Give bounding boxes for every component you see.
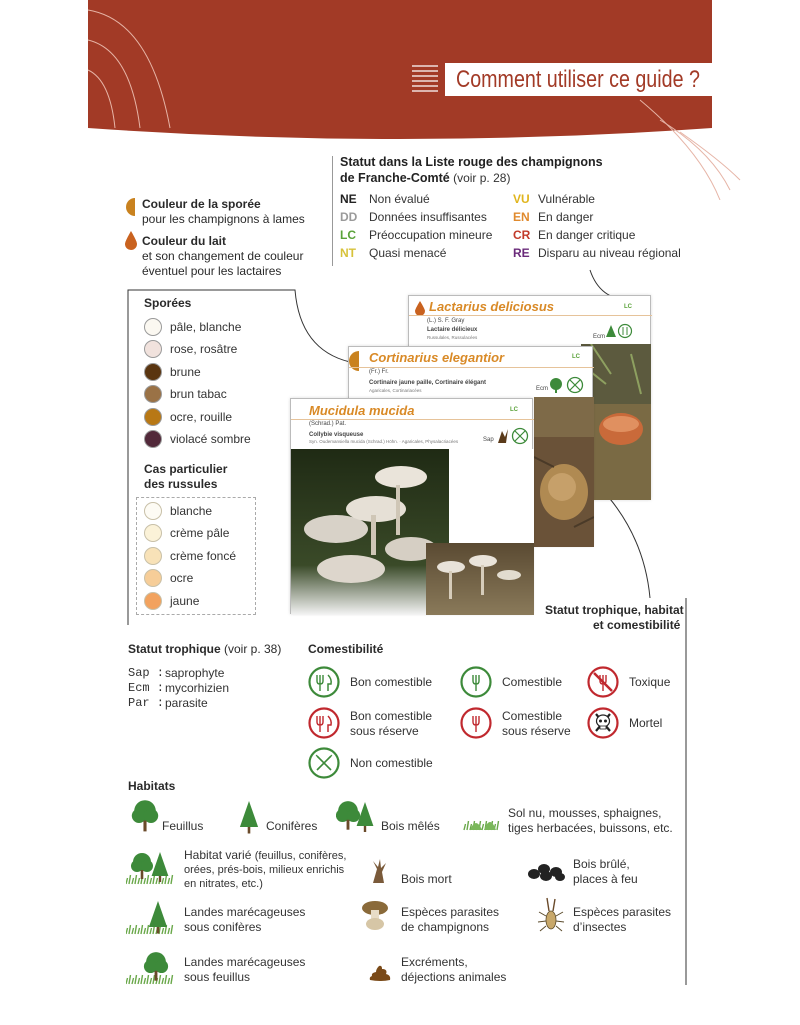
russule-label: ocre <box>170 571 194 586</box>
card-1-common: Lactaire délicieux <box>427 327 478 333</box>
sporee-swatch <box>144 363 162 381</box>
redlist-label: Quasi menacé <box>369 246 447 260</box>
habitat-label-4: en nitrates, etc.) <box>184 878 263 890</box>
parasite-insect-icon <box>536 896 566 937</box>
page-title: Comment utiliser ce guide ? <box>456 66 700 93</box>
fork-icon <box>460 666 492 698</box>
redlist-code: CR <box>513 228 531 242</box>
habitat-label-2: sous conifères <box>184 920 262 934</box>
habitat-label: Bois brûlé, <box>573 857 630 871</box>
edibility-label: Non comestible <box>350 756 433 770</box>
edibility-label-2: sous réserve <box>350 724 419 738</box>
sporee-label: ocre, rouille <box>170 409 233 424</box>
trophic-label: mycorhizien <box>165 681 230 695</box>
habitat-label: Landes marécageuses <box>184 955 306 969</box>
card-2-icons <box>549 376 585 394</box>
fork-knife-icon <box>308 666 340 698</box>
edibility-label: Bon comestible <box>350 675 433 689</box>
card-3-family: Syn. Oudemansiella mucida (Schrad.) Höhn. · Agaricales, Physalacriacées <box>309 439 459 444</box>
habitat-label-2: tiges herbacées, buissons, etc. <box>508 821 673 835</box>
redlist-code: NE <box>340 192 357 206</box>
crossed-fork-knife-icon <box>308 747 340 779</box>
card-3-common: Collybie visqueuse <box>309 432 364 438</box>
fork-icon <box>460 707 492 739</box>
sporees-heading: Sporées <box>144 296 192 310</box>
habitat-label-2: places à feu <box>573 872 638 886</box>
russule-swatch <box>144 592 162 610</box>
marsh-conifer-icon <box>126 898 174 939</box>
edibility-label: Bon comestible <box>350 709 433 723</box>
forbidden-fork-icon <box>587 666 619 698</box>
habitat-label: Feuillus <box>162 819 204 833</box>
habitat-label: Espèces parasites <box>401 905 500 919</box>
sporee-swatch <box>144 385 162 403</box>
mixed-wood-icon <box>336 800 376 837</box>
habitat-label-3: orées, prés-bois, milieux enrichis <box>184 864 345 876</box>
sporee-label: rose, rosâtre <box>170 342 238 357</box>
russule-label: crème pâle <box>170 526 230 541</box>
sporee-label: pâle, blanche <box>170 320 242 334</box>
deciduous-tree-icon <box>130 800 160 837</box>
redlist-heading: Statut dans la Liste rouge des champignons <box>340 155 603 169</box>
redlist-code: EN <box>513 210 530 224</box>
habitats-heading: Habitats <box>128 779 176 793</box>
marsh-deciduous-icon <box>126 948 174 989</box>
milk-color-title: Couleur du lait <box>142 234 226 248</box>
sporee-label: brun tabac <box>170 387 227 402</box>
trophic-heading: Statut trophique (voir p. 38) <box>128 642 282 656</box>
callout-line2: et comestibilité <box>593 618 681 632</box>
dung-icon <box>367 960 393 985</box>
redlist-label: Vulnérable <box>538 192 595 206</box>
card-3-status: LC <box>510 407 518 413</box>
milk-drop-icon <box>414 300 426 316</box>
card-3-trophic: Sap <box>483 437 494 443</box>
habitat-label: Bois mort <box>401 872 452 886</box>
trophic-code: Sap : <box>128 666 165 680</box>
redlist-heading-2: de Franche-Comté (voir p. 28) <box>340 171 511 185</box>
varied-habitat-icon <box>126 848 174 889</box>
fork-knife-icon <box>308 707 340 739</box>
card-1-name: Lactarius deliciosus <box>429 299 554 314</box>
habitat-label-2: d’insectes <box>573 920 627 934</box>
russules-heading-2: des russules <box>144 477 218 491</box>
sporee-label: violacé sombre <box>170 432 251 446</box>
spore-half-icon <box>125 197 137 217</box>
redlist-label: En danger <box>538 210 594 224</box>
habitat-label-2: sous feuillus <box>184 970 251 984</box>
habitat-label: Habitat varié (feuillus, conifères, <box>184 848 347 862</box>
card-2-author: (Fr.) Fr. <box>369 369 389 375</box>
card-2-trophic: Ecm <box>536 386 548 392</box>
card-1-trophic: Ecm <box>593 334 605 340</box>
sporee-swatch <box>144 430 162 448</box>
redlist-code: VU <box>513 192 530 206</box>
redlist-label: Non évalué <box>369 192 430 206</box>
redlist-label: En danger critique <box>538 228 636 242</box>
card-1-author: (L.) S. F. Gray <box>427 318 465 324</box>
redlist-divider <box>332 156 333 266</box>
trophic-label: parasite <box>165 696 208 710</box>
sporee-swatch <box>144 408 162 426</box>
redlist-label: Données insuffisantes <box>369 210 487 224</box>
spore-half-icon <box>349 350 361 372</box>
card-3-name: Mucidula mucida <box>309 403 415 418</box>
spore-color-title: Couleur de la sporée <box>142 197 261 211</box>
russule-swatch <box>144 547 162 565</box>
callout-line1: Statut trophique, habitat <box>545 603 684 617</box>
header-band <box>0 0 800 200</box>
grass-icon <box>462 806 502 835</box>
card-1-status: LC <box>624 304 632 310</box>
redlist-label: Préoccupation mineure <box>369 228 493 242</box>
spore-color-subtitle: pour les champignons à lames <box>142 212 305 226</box>
habitat-label: Espèces parasites <box>573 905 672 919</box>
russules-heading-1: Cas particulier <box>144 462 228 476</box>
card-1-family: Russulales, Russulacées <box>427 335 478 340</box>
milk-color-line1: et son changement de couleur <box>142 249 304 263</box>
parasite-fungus-icon <box>360 898 390 935</box>
redlist-code: LC <box>340 228 356 242</box>
russule-swatch <box>144 502 162 520</box>
redlist-code: DD <box>340 210 358 224</box>
russule-label: crème foncé <box>170 548 237 563</box>
sporee-swatch <box>144 318 162 336</box>
redlist-code: NT <box>340 246 356 260</box>
redlist-label: Disparu au niveau régional <box>538 246 681 260</box>
trophic-label: saprophyte <box>165 666 225 680</box>
habitat-label: Sol nu, mousses, sphaignes, <box>508 806 662 820</box>
edibility-label-2: sous réserve <box>502 724 571 738</box>
habitat-label: Excréments, <box>401 955 468 969</box>
card-3-author: (Schrad.) Pat. <box>309 421 347 427</box>
trophic-code: Ecm : <box>128 681 165 695</box>
redlist-code: RE <box>513 246 530 260</box>
milk-color-line2: éventuel pour les lactaires <box>142 264 282 278</box>
sporee-label: brune <box>170 364 201 379</box>
russule-label: jaune <box>170 593 200 608</box>
card-2-status: LC <box>572 354 580 360</box>
card-2-common: Cortinaire jaune paille, Cortinaire élégant <box>369 380 487 386</box>
russule-label: blanche <box>170 504 213 518</box>
skull-icon <box>587 707 619 739</box>
conifer-tree-icon <box>236 800 262 837</box>
habitat-label-2: de champignons <box>401 920 490 934</box>
card-1-icons <box>605 323 633 339</box>
card-3-photo <box>291 449 534 615</box>
edibility-label: Mortel <box>629 716 663 730</box>
habitat-label: Landes marécageuses <box>184 905 306 919</box>
sporee-swatch <box>144 340 162 358</box>
burnt-wood-icon <box>526 860 566 885</box>
habitat-label: Bois mêlés <box>381 819 440 833</box>
dead-wood-icon <box>367 855 393 888</box>
edibility-label: Toxique <box>629 675 671 689</box>
habitat-label-2: déjections animales <box>401 970 507 984</box>
edibility-label: Comestible <box>502 709 563 723</box>
edibility-label: Comestible <box>502 675 563 689</box>
card-2-family: Agaricales, Cortinariacées <box>369 388 422 393</box>
habitat-label: Conifères <box>266 819 318 833</box>
card-2-name: Cortinarius elegantior <box>369 350 505 365</box>
trophic-code: Par : <box>128 696 165 710</box>
card-2-photo <box>534 397 594 547</box>
milk-drop-icon <box>124 230 138 250</box>
species-card-3 <box>290 398 533 614</box>
edibility-heading: Comestibilité <box>308 642 384 656</box>
card-3-icons <box>496 427 530 445</box>
